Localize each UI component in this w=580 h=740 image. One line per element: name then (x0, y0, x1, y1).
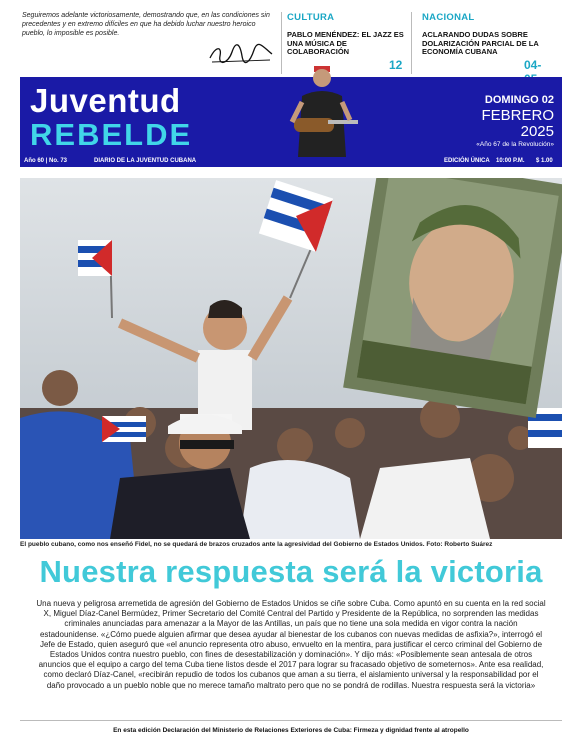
edition: EDICIÓN ÚNICA (444, 158, 490, 164)
footer-divider (20, 720, 562, 721)
masthead-logo-line2[interactable]: REBELDE (30, 117, 193, 152)
main-photo (20, 178, 562, 539)
teaser-page: 04- (524, 58, 542, 72)
date-day: DOMINGO 02 (484, 94, 554, 106)
info-bar (20, 157, 562, 167)
main-headline[interactable]: Nuestra respuesta será la victoria (39, 554, 543, 589)
teaser-section: NACIONAL (422, 12, 475, 23)
teaser-section: CULTURA (287, 12, 335, 23)
teaser-nacional[interactable] (422, 12, 552, 57)
opening-quote: Seguiremos adelante victoriosamente, demostrando que, en las condiciones sin precedentes y en extremo difíciles en que ha debido luchar nuestro heroico pueblo, lo imposible es posible. (22, 12, 270, 37)
guitarist-photo (288, 62, 360, 157)
date-year: 2025 (520, 123, 554, 140)
date-month: FEBRERO (481, 107, 554, 124)
teaser-cultura[interactable] (287, 12, 407, 57)
teaser-text: PABLO MENÉNDEZ: EL JAZZ ES UNA MÚSICA DE COLABORACIÓN (287, 30, 404, 57)
revolution-year: «Año 67 de la Revolución» (476, 141, 554, 148)
price: $ 1.00 (536, 158, 553, 164)
signature-graphic (206, 38, 276, 68)
teaser-text: ACLARANDO DUDAS SOBRE DOLARIZACIÓN PARCIAL DE LA ECONOMÍA CUBANA (422, 30, 539, 57)
teaser-page: 12 (389, 58, 403, 72)
tagline: DIARIO DE LA JUVENTUD CUBANA (94, 158, 197, 164)
photo-caption: El pueblo cubano, como nos enseñó Fidel, no se quedará de brazos cruzados ante la agresividad del Gobierno de Estados Unidos. Foto: Roberto Suárez (20, 541, 493, 548)
masthead-logo-line1[interactable]: Juventud (30, 82, 181, 119)
edition-time: 10:00 P.M. (496, 158, 525, 164)
issue-number: Año 60 | No. 73 (24, 158, 68, 164)
footer-teaser[interactable]: En esta edición Declaración del Ministerio de Relaciones Exteriores de Cuba: Firmeza y dignidad frente al atropello (113, 727, 469, 734)
article-body: Una nueva y peligrosa arremetida de agresión del Gobierno de Estados Unidos se ciñe sobre Cuba. Como apuntó en su cuenta en la red social X, Miguel Díaz-Canel Bermúdez, Primer Secretario del Comité Central del Partido y Presidente de la República, no sorprenden las medidas criminales anunciadas para amenazar a la Mayor de las Antillas, un país que no tiene una sola medida en vigor contra la nación estadounidense. «¿Cómo puede alguien afirmar que desea ayudar al bienestar de los cubanos con nuevas medidas de asfixia?», interrogó el Jefe de Estado, quien aseguró que «el anuncio representa otro abuso, envuelto en la mentira, para justificar el cerco criminal del Gobierno de Estados Unidos contra nuestro pueblo, con fines de desestabilización y dominación». Y dijo más: «Posiblemente sean antesala de otros anuncios que el equipo a cargo del tema Cuba tiene listos desde el 2017 para lograr su fracasado objetivo de someternos». Ante esa realidad, como declaró Díaz-Canel, «recibirán repudio de todos los cubanos que aman a su tierra, el aislamiento universal y la responsabilidad por el daño provocado a un pueblo noble que no merece tamaño maltrato pero que no se pondrá de rodillas. Nuestra respuesta será la victoria» (36, 599, 546, 690)
